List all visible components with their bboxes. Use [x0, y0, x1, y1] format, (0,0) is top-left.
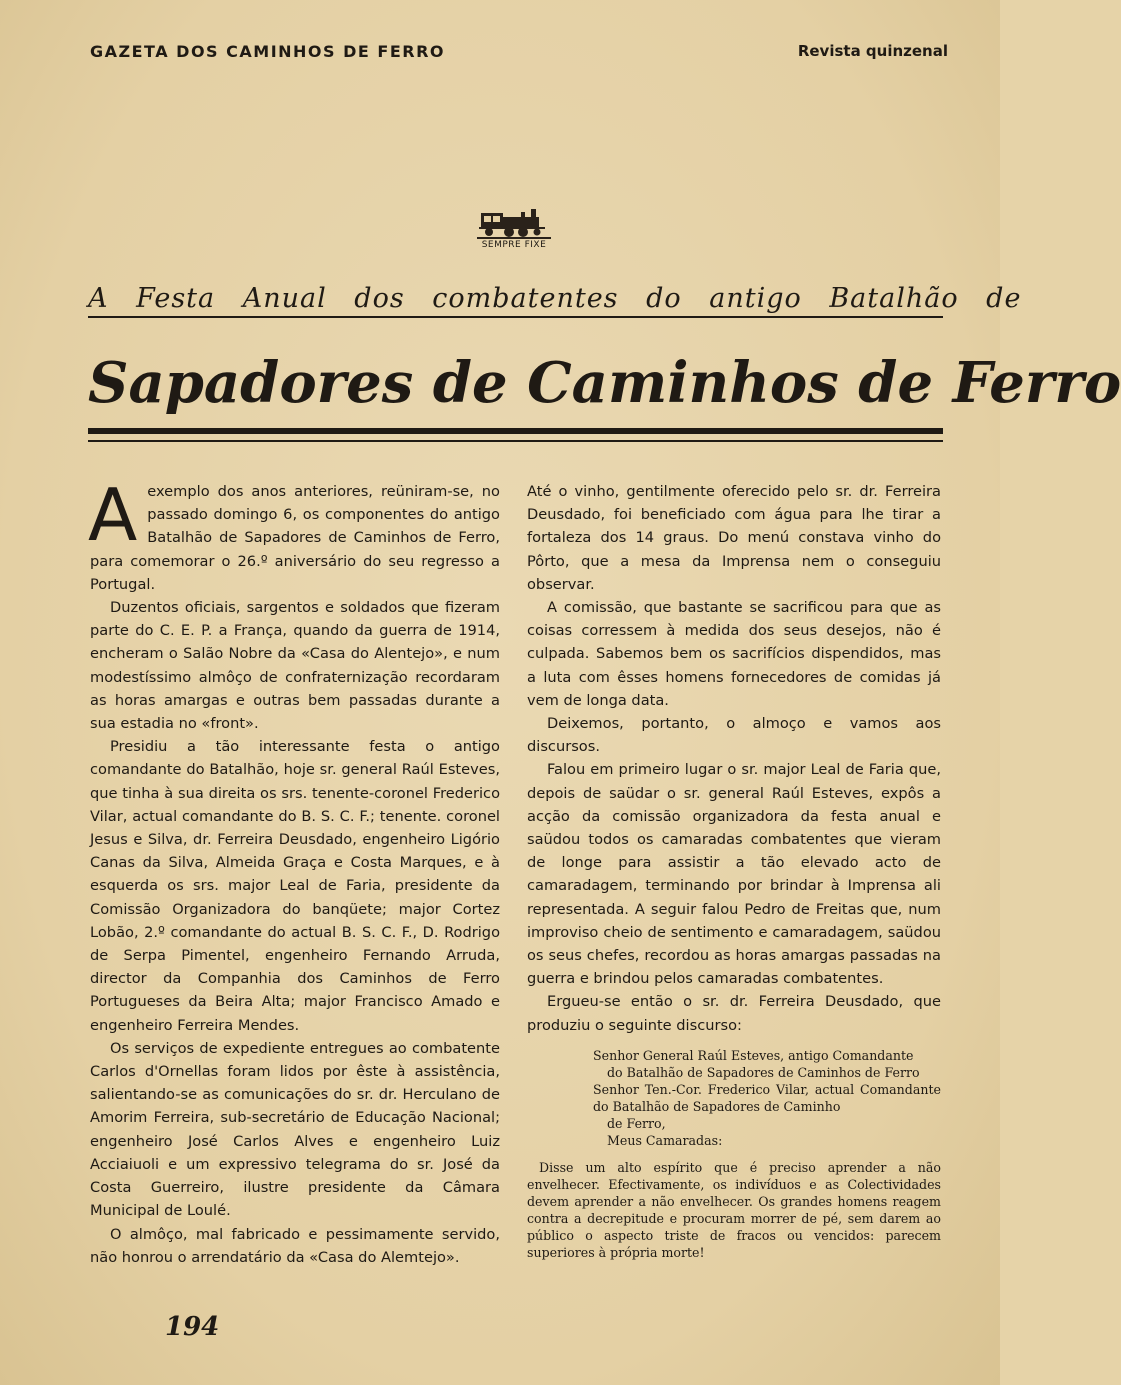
running-header-subtitle: Revista quinzenal [797, 42, 948, 60]
running-header-title: GAZETA DOS CAMINHOS DE FERRO [90, 42, 446, 61]
column-right [527, 480, 941, 1261]
salutation-line: Meus Camaradas: [607, 1132, 723, 1148]
locomotive-logo [474, 205, 554, 257]
logo-caption: SEMPRE FIXE [481, 240, 547, 250]
title-rule-thin [88, 440, 943, 442]
article-kicker: A Festa Anual dos combatentes do antigo Batalhão de [88, 283, 943, 318]
paragraph: Aexemplo dos anos anteriores, reüniram-se, no passado domingo 6, os componentes do antigo Batalhão de Sapadores de Caminhos de Ferro, para comemorar o 26.º aniversário do seu regresso a Portugal. [88, 473, 500, 593]
paragraph: Até o vinho, gentilmente oferecido pelo sr. dr. Ferreira Deusdado, foi beneficiado com água para lhe tirar a fortaleza dos 14 graus. Do menú constava vinho do Pôrto, que a mesa da Imprensa nem o conseguiu observar. [527, 483, 941, 593]
salutation-line: de Ferro, [607, 1115, 666, 1131]
drop-cap: A [88, 473, 138, 557]
title-rule-thick [88, 428, 943, 434]
paragraph: Os serviços de expediente entregues ao combatente Carlos d'Ornellas foram lidos por êste à assistência, salientando-se as comunicações do sr. dr. Herculano de Amorim Ferreira, sub-secretário de Educação Nacional; engenheiro José Carlos Alves e engenheiro Luiz Acciaiuoli e um expressivo telegrama do sr. José da Costa Guerreiro, ilustre presidente da Câmara Municipal de Loulé. [90, 1039, 500, 1220]
paragraph: Falou em primeiro lugar o sr. major Leal de Faria que, depois de saüdar o sr. general Raúl Esteves, expôs a acção da comissão organizadora da festa anual e saüdou todos os camaradas combatentes que vieram de longe para assistir a tão elevado acto de camaradagem, terminando por brindar à Imprensa ali representada. A seguir falou Pedro de Freitas que, num improviso cheio de sentimento e camaradagem, saüdou os seus chefes, recordou as horas amargas passadas na guerra e brindou pelos camaradas combatentes. [527, 761, 941, 988]
salutation-line: Senhor General Raúl Esteves, antigo Comandante [593, 1047, 914, 1063]
paragraph: Ergueu-se então o sr. dr. Ferreira Deusdado, que produziu o seguinte discurso: [527, 993, 941, 1034]
column-left [88, 473, 500, 1269]
salutation-line: Senhor Ten.-Cor. Frederico Vilar, actual Comandante do Batalhão de Sapadores de Caminho [593, 1081, 941, 1114]
speech-body [527, 1159, 941, 1261]
paragraph: Deixemos, portanto, o almoço e vamos aos discursos. [527, 715, 941, 756]
speech-text: Disse um alto espírito que é preciso aprender a não envelhecer. Efectivamente, os indivíduos e as Colectividades devem aprender a não envelhecer. Os grandes homens reagem contra a decrepitude e procuram morrer de pé, sem darem ao público o aspecto triste de fracos ou vencidos: parecem superiores à própria morte! [527, 1159, 941, 1260]
article-title: Sapadores de Caminhos de Ferro [88, 350, 1121, 416]
paragraph: O almôço, mal fabricado e pessimamente servido, não honrou o arrendatário da «Casa do Alemtejo». [90, 1225, 500, 1266]
page-number: 194 [165, 1312, 220, 1342]
paragraph: Presidiu a tão interessante festa o antigo comandante do Batalhão, hoje sr. general Raúl Esteves, que tinha à sua direita os srs. tenente-coronel Frederico Vilar, actual comandante do B. S. C. F.; tenente. coronel Jesus e Silva, dr. Ferreira Deusdado, engenheiro Ligório Canas da Silva, Almeida Graça e Costa Marques, e à esquerda os srs. major Leal de Faria, presidente da Comissão Organizadora do banqüete; major Cortez Lobão, 2.º comandante do actual B. S. C. F., D. Rodrigo de Serpa Pimentel, engenheiro Fernando Arruda, director da Companhia dos Caminhos de Ferro Portugueses da Beira Alta; major Francisco Amado e engenheiro Ferreira Mendes. [90, 738, 500, 1034]
speech-salutation [593, 1047, 941, 1149]
locomotive-icon [477, 205, 551, 239]
salutation-line: do Batalhão de Sapadores de Caminhos de Ferro [607, 1064, 920, 1080]
paragraph: A comissão, que bastante se sacrificou para que as coisas corressem à medida dos seus desejos, não é culpada. Sabemos bem os sacrifícios dispendidos, mas a luta com êsses homens fornecedores de comidas já vem de longa data. [527, 599, 941, 709]
paragraph: Duzentos oficiais, sargentos e soldados que fizeram parte do C. E. P. a França, quando da guerra de 1914, encheram o Salão Nobre da «Casa do Alentejo», e num modestíssimo almôço de confraternização recordaram as horas amargas e outras bem passadas durante a sua estadia no «front». [90, 599, 500, 733]
